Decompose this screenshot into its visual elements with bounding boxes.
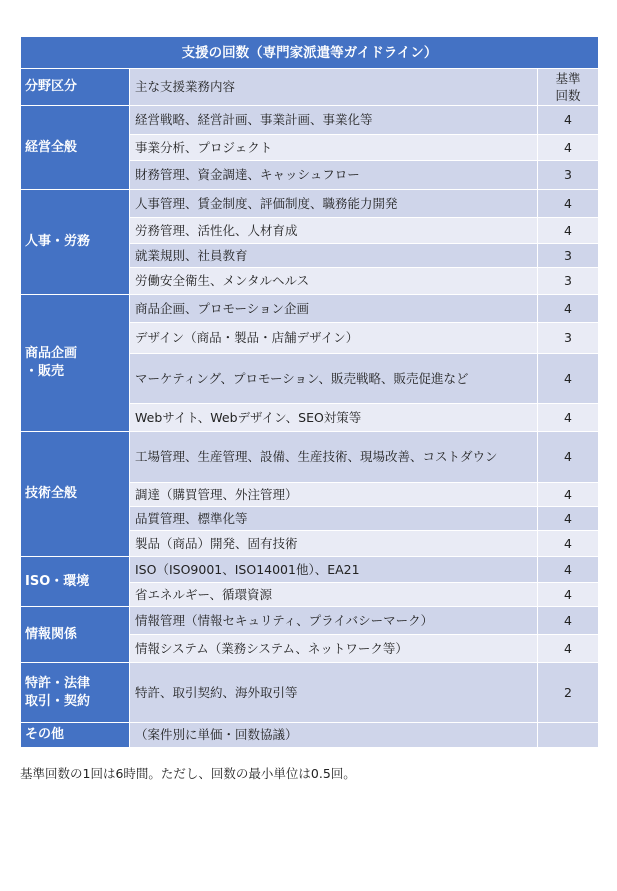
count-cell: 4	[538, 295, 599, 323]
content-cell: 労務管理、活性化、人材育成	[130, 218, 538, 244]
category-cell: 経営全般	[21, 106, 130, 190]
count-cell: 4	[538, 507, 599, 531]
count-cell: 4	[538, 106, 599, 135]
table-row	[21, 723, 599, 748]
header-content: 主な支援業務内容	[130, 69, 538, 106]
header-count-text: 基準回数	[555, 71, 581, 103]
table-title: 支援の回数（専門家派遣等ガイドライン）	[21, 37, 599, 69]
count-cell: 3	[538, 244, 599, 268]
content-cell: ISO（ISO9001、ISO14001他）、EA21	[130, 557, 538, 583]
count-cell: 4	[538, 635, 599, 663]
content-cell: 労働安全衛生、メンタルヘルス	[130, 268, 538, 295]
content-cell: 情報システム（業務システム、ネットワーク等）	[130, 635, 538, 663]
content-cell: 製品（商品）開発、固有技術	[130, 531, 538, 557]
content-cell: デザイン（商品・製品・店舗デザイン）	[130, 323, 538, 354]
count-cell	[538, 723, 599, 748]
category-cell: 人事・労務	[21, 190, 130, 295]
header-count	[538, 69, 599, 106]
content-cell: 調達（購買管理、外注管理）	[130, 483, 538, 507]
count-cell: 4	[538, 583, 599, 607]
table-row	[21, 106, 599, 135]
content-cell: 省エネルギー、循環資源	[130, 583, 538, 607]
table-row	[21, 663, 599, 723]
content-cell: 事業分析、プロジェクト	[130, 135, 538, 161]
content-cell: 情報管理（情報セキュリティ、プライバシーマーク）	[130, 607, 538, 635]
guideline-table-container	[20, 36, 598, 748]
content-cell: 工場管理、生産管理、設備、生産技術、現場改善、コストダウン	[130, 432, 538, 483]
count-cell: 4	[538, 190, 599, 218]
title-row	[21, 37, 599, 69]
footnote: 基準回数の1回は6時間。ただし、回数の最小単位は0.5回。	[20, 766, 356, 781]
category-cell: 特許・法律 取引・契約	[21, 663, 130, 723]
count-cell: 4	[538, 432, 599, 483]
category-cell: 情報関係	[21, 607, 130, 663]
table-row	[21, 607, 599, 635]
header-row	[21, 69, 599, 106]
count-cell: 3	[538, 161, 599, 190]
table-body	[21, 37, 599, 748]
category-cell: 商品企画 ・販売	[21, 295, 130, 432]
count-cell: 3	[538, 268, 599, 295]
category-cell: その他	[21, 723, 130, 748]
category-cell: 技術全般	[21, 432, 130, 557]
content-cell: マーケティング、プロモーション、販売戦略、販売促進など	[130, 354, 538, 404]
content-cell: （案件別に単価・回数協議）	[130, 723, 538, 748]
content-cell: 特許、取引契約、海外取引等	[130, 663, 538, 723]
table-row	[21, 432, 599, 483]
table-row	[21, 190, 599, 218]
content-cell: 人事管理、賃金制度、評価制度、職務能力開発	[130, 190, 538, 218]
count-cell: 4	[538, 557, 599, 583]
table-row	[21, 557, 599, 583]
header-category: 分野区分	[21, 69, 130, 106]
content-cell: 経営戦略、経営計画、事業計画、事業化等	[130, 106, 538, 135]
count-cell: 4	[538, 404, 599, 432]
count-cell: 3	[538, 323, 599, 354]
count-cell: 4	[538, 354, 599, 404]
support-count-table	[20, 36, 599, 748]
content-cell: 就業規則、社員教育	[130, 244, 538, 268]
count-cell: 4	[538, 218, 599, 244]
count-cell: 4	[538, 135, 599, 161]
content-cell: 品質管理、標準化等	[130, 507, 538, 531]
content-cell: Webサイト、Webデザイン、SEO対策等	[130, 404, 538, 432]
table-row	[21, 295, 599, 323]
count-cell: 4	[538, 607, 599, 635]
content-cell: 商品企画、プロモーション企画	[130, 295, 538, 323]
count-cell: 4	[538, 531, 599, 557]
category-cell: ISO・環境	[21, 557, 130, 607]
count-cell: 4	[538, 483, 599, 507]
count-cell: 2	[538, 663, 599, 723]
content-cell: 財務管理、資金調達、キャッシュフロー	[130, 161, 538, 190]
